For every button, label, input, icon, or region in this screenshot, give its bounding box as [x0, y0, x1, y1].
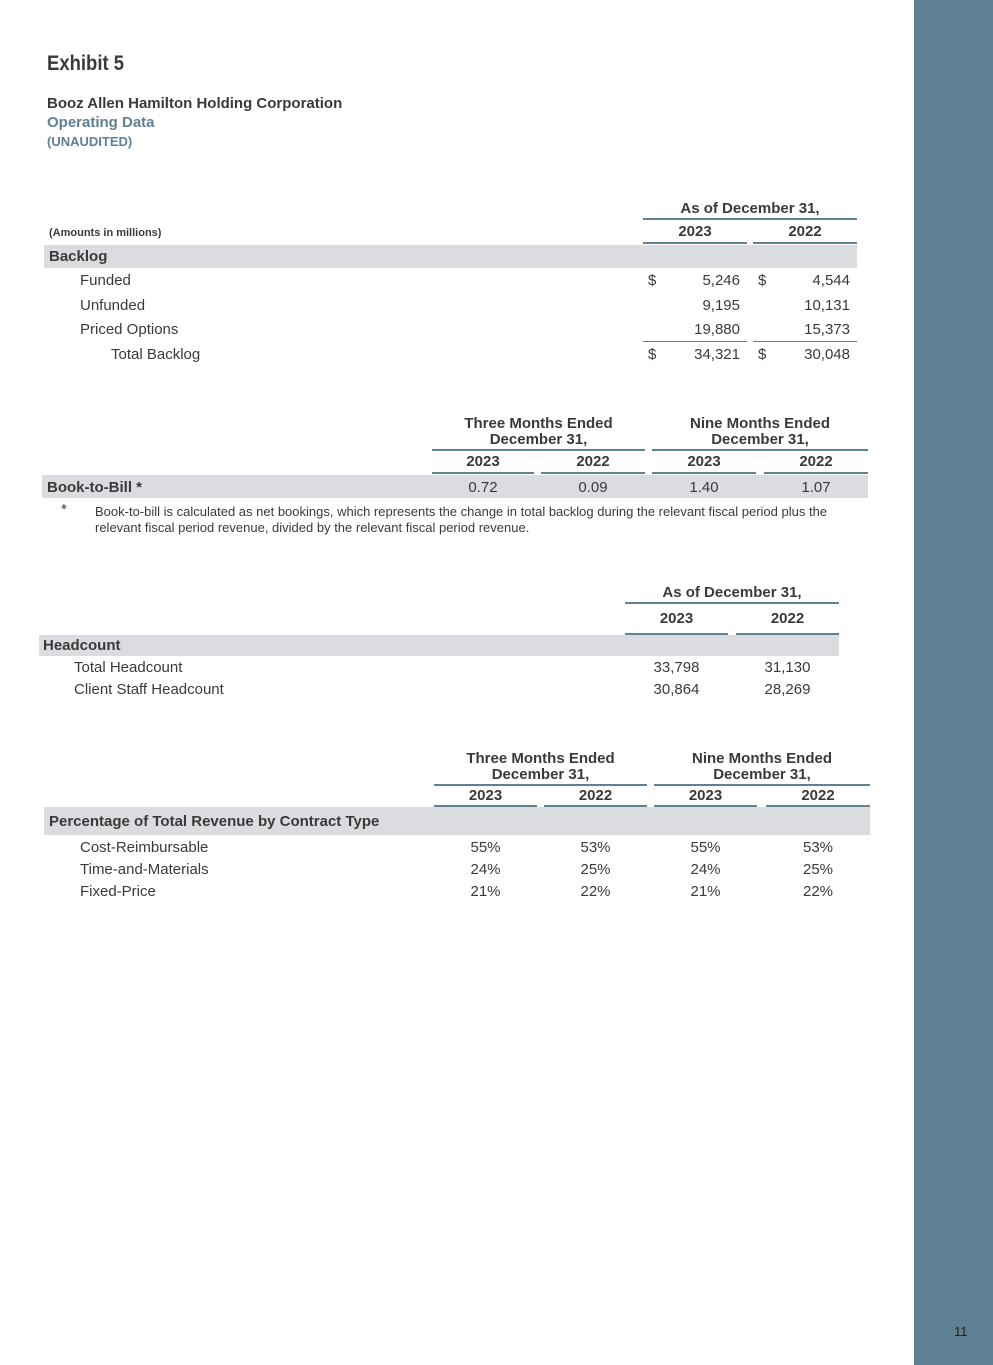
unaudited-label: (UNAUDITED) — [47, 134, 133, 149]
three-months-header: Three Months Ended December 31, — [466, 750, 615, 783]
rev-value: 25% — [580, 861, 611, 878]
header-rule — [652, 472, 756, 474]
total-backlog-2023: 34,321 — [694, 346, 740, 363]
units-note: (Amounts in millions) — [49, 227, 162, 239]
currency-symbol: $ — [648, 272, 657, 289]
rev-year: 2023 — [468, 787, 503, 804]
header-rule — [643, 242, 747, 244]
rev-value: 55% — [690, 839, 721, 856]
rev-year: 2023 — [688, 787, 723, 804]
header-rule — [625, 602, 839, 604]
rev-year: 2022 — [801, 787, 835, 804]
three-months-header: Three Months Ended December 31, — [464, 415, 613, 448]
total-backlog-2022: 30,048 — [804, 346, 850, 363]
header-rule — [434, 784, 647, 786]
btb-value: 1.40 — [689, 479, 719, 496]
section-band — [44, 245, 857, 268]
btb-year: 2023 — [687, 453, 721, 470]
total-headcount-2022: 31,130 — [764, 659, 811, 676]
header-rule — [432, 472, 534, 474]
row-label-client-staff-headcount: Client Staff Headcount — [74, 681, 224, 698]
rev-value: 22% — [580, 883, 611, 900]
backlog-year-2022: 2022 — [788, 223, 822, 240]
book-to-bill-label: Book-to-Bill * — [47, 479, 142, 496]
btb-year: 2022 — [576, 453, 610, 470]
total-headcount-2023: 33,798 — [653, 659, 700, 676]
funded-2022: 4,544 — [812, 272, 850, 289]
client-staff-headcount-2022: 28,269 — [764, 681, 811, 698]
backlog-section-title: Backlog — [49, 248, 108, 265]
rev-value: 21% — [690, 883, 721, 900]
rev-value: 21% — [470, 883, 501, 900]
row-label-fixed-price: Fixed-Price — [80, 883, 156, 900]
sidebar-accent-bar — [914, 0, 993, 1365]
company-name: Booz Allen Hamilton Holding Corporation — [47, 95, 343, 112]
currency-symbol: $ — [648, 346, 657, 363]
headcount-year-2022: 2022 — [770, 610, 805, 627]
rev-value: 24% — [690, 861, 721, 878]
currency-symbol: $ — [758, 346, 767, 363]
btb-value: 0.09 — [578, 479, 608, 496]
btb-year: 2023 — [466, 453, 500, 470]
rev-value: 53% — [802, 839, 834, 856]
rev-value: 25% — [802, 861, 834, 878]
row-label-total-backlog: Total Backlog — [111, 346, 201, 363]
priced-options-2023: 19,880 — [694, 321, 740, 338]
document-title: Operating Data — [47, 114, 155, 131]
header-rule — [652, 449, 868, 451]
unfunded-2022: 10,131 — [804, 297, 850, 314]
client-staff-headcount-2023: 30,864 — [653, 681, 700, 698]
row-label-time-and-materials: Time-and-Materials — [80, 861, 209, 878]
page-number: 11 — [954, 1324, 968, 1339]
btb-year: 2022 — [799, 453, 833, 470]
header-rule — [764, 472, 868, 474]
currency-symbol: $ — [758, 272, 767, 289]
row-label-total-headcount: Total Headcount — [74, 659, 183, 676]
headcount-year-2023: 2023 — [659, 610, 694, 627]
header-rule — [432, 449, 645, 451]
rev-value: 22% — [802, 883, 834, 900]
header-rule — [541, 472, 645, 474]
backlog-period-header: As of December 31, — [680, 200, 820, 217]
row-label-unfunded: Unfunded — [80, 297, 146, 314]
nine-months-header: Nine Months Ended December 31, — [692, 750, 832, 783]
backlog-year-2023: 2023 — [678, 223, 712, 240]
rev-year: 2022 — [578, 787, 613, 804]
revenue-section-title: Percentage of Total Revenue by Contract Type — [49, 813, 380, 830]
nine-months-header: Nine Months Ended December 31, — [690, 415, 830, 448]
unfunded-2023: 9,195 — [702, 297, 740, 314]
row-label-cost-reimbursable: Cost-Reimbursable — [80, 839, 209, 856]
header-rule — [654, 784, 870, 786]
subtotal-rule — [643, 341, 747, 342]
book-to-bill-footnote: Book-to-bill is calculated as net bookings, which represents the change in total backlog during the relevant fiscal period plus the relevant fiscal period revenue, divided by the relevant fiscal period revenue. — [95, 504, 828, 535]
headcount-section-title: Headcount — [43, 637, 121, 654]
priced-options-2022: 15,373 — [804, 321, 850, 338]
section-band — [39, 635, 839, 656]
rev-value: 53% — [580, 839, 611, 856]
funded-2023: 5,246 — [702, 272, 740, 289]
row-label-priced-options: Priced Options — [80, 321, 179, 338]
rev-value: 55% — [470, 839, 501, 856]
btb-value: 1.07 — [801, 479, 831, 496]
footnote-mark: * — [61, 501, 67, 518]
row-label-funded: Funded — [80, 272, 131, 289]
subtotal-rule — [753, 341, 857, 342]
btb-value: 0.72 — [468, 479, 498, 496]
exhibit-title: Exhibit 5 — [47, 52, 125, 75]
header-rule — [753, 242, 857, 244]
rev-value: 24% — [470, 861, 501, 878]
header-rule — [643, 218, 857, 220]
headcount-period-header: As of December 31, — [662, 584, 802, 601]
